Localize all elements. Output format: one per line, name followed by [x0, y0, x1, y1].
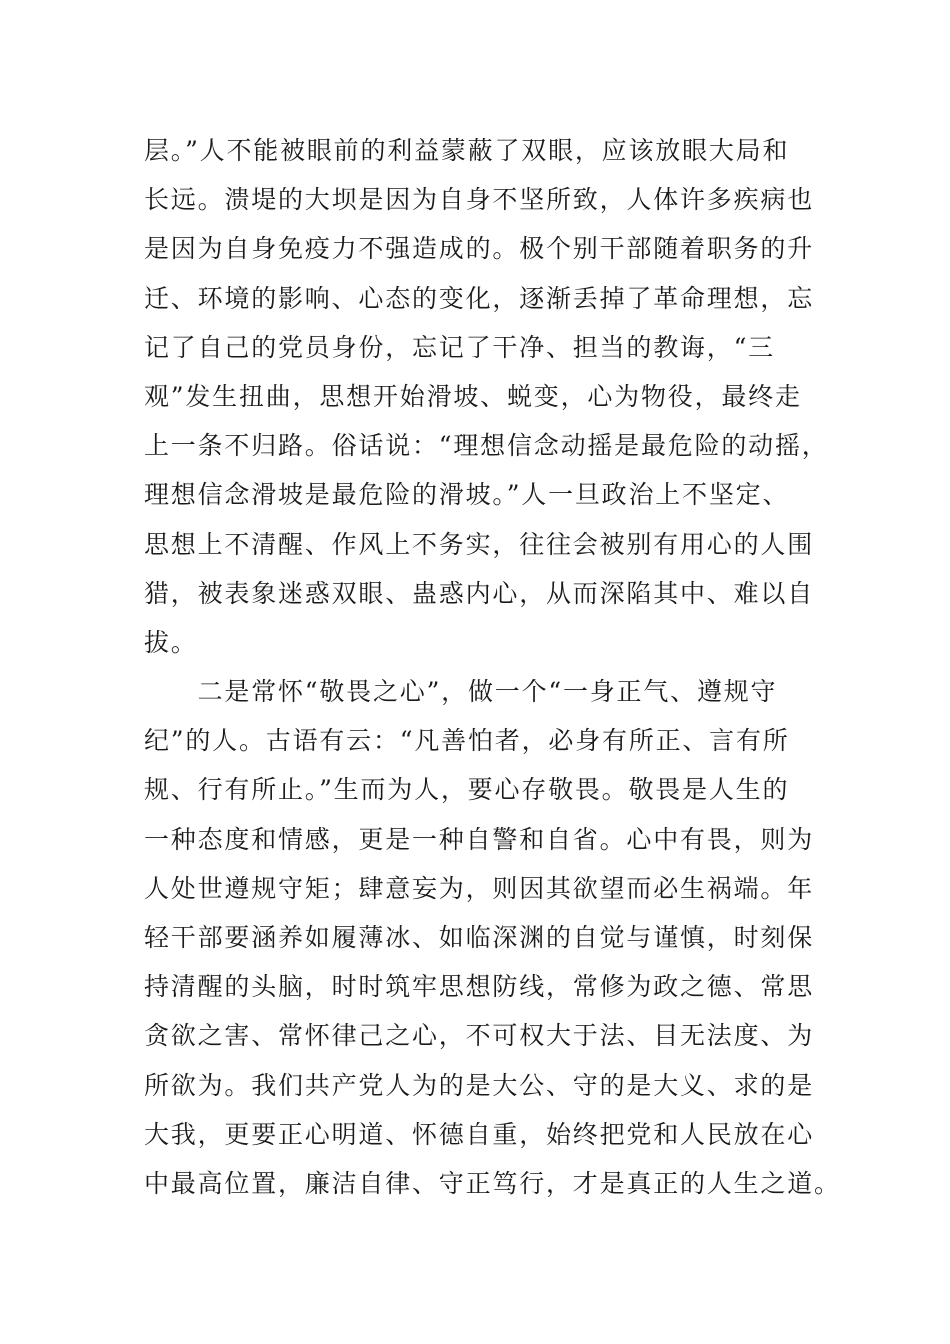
text-line: 轻干部要涵养如履薄冰、如临深渊的自觉与谨慎，时刻保	[144, 923, 815, 952]
text-line: 人处世遵规守矩；肆意妄为，则因其欲望而必生祸端。年	[144, 873, 815, 903]
text-line: 持清醒的头脑，时时筑牢思想防线，常修为政之德、常思	[144, 972, 815, 1002]
text-line: 纪”的人。古语有云：“凡善怕者，必身有所正、言有所	[144, 726, 790, 756]
text-line: 猎，被表象迷惑双眼、蛊惑内心，从而深陷其中、难以自	[144, 578, 815, 608]
text-line: 观”发生扭曲，思想开始滑坡、蜕变，心为物役，最终走	[144, 381, 802, 411]
text-line: 理想信念滑坡是最危险的滑坡。”人一旦政治上不坚定、	[144, 480, 790, 510]
text-line: 规、行有所止。”生而为人，要心存敬畏。敬畏是人生的	[144, 775, 790, 805]
text-line: 中最高位置，廉洁自律、守正笃行，才是真正的人生之道。	[144, 1168, 841, 1198]
text-line: 所欲为。我们共产党人为的是大公、守的是大义、求的是	[144, 1070, 815, 1100]
text-line: 长远。溃堤的大坝是因为自身不坚所致，人体许多疾病也	[144, 185, 815, 215]
text-line: 贪欲之害、常怀律己之心，不可权大于法、目无法度、为	[144, 1021, 815, 1051]
text-line: 大我，更要正心明道、怀德自重，始终把党和人民放在心	[144, 1119, 815, 1149]
text-line: 层。”人不能被眼前的利益蒙蔽了双眼，应该放眼大局和	[144, 136, 790, 165]
text-line: 思想上不清醒、作风上不务实，往往会被别有用心的人围	[144, 529, 815, 559]
body-text	[144, 126, 841, 1208]
text-line: 记了自己的党员身份，忘记了干净、担当的教诲，“三	[144, 332, 775, 362]
text-line: 迁、环境的影响、心态的变化，逐渐丢掉了革命理想，忘	[144, 283, 815, 313]
text-line: 是因为自身免疫力不强造成的。极个别干部随着职务的升	[144, 234, 815, 264]
text-line: 二是常怀“敬畏之心”，做一个“一身正气、遵规守	[144, 677, 778, 707]
text-line: 拔。	[144, 627, 198, 657]
text-line: 上一条不归路。俗话说：“理想信念动摇是最危险的动摇，	[144, 431, 829, 461]
text-line: 一种态度和情感，更是一种自警和自省。心中有畏，则为	[144, 824, 815, 854]
